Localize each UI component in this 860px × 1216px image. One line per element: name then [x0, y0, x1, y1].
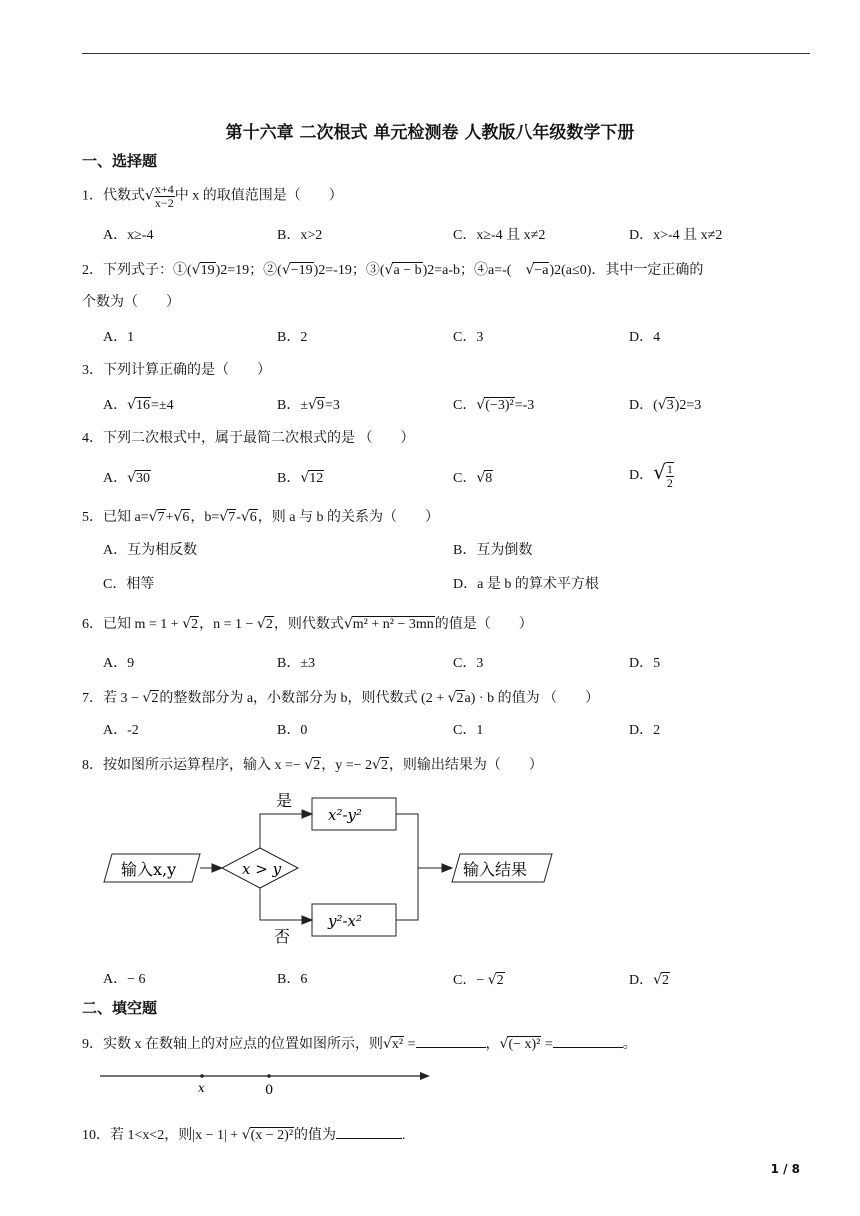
q1-option-c[interactable]: C．x≥-4 且 x≠2: [453, 228, 546, 243]
section-fill-heading: 二、填空题: [82, 999, 158, 1017]
q6-option-a[interactable]: A．9: [103, 656, 135, 671]
fraction: $\frac{x+4}{x-2}$: [154, 182, 174, 210]
q4-option-b[interactable]: B．√12: [277, 470, 324, 486]
question-2: 2．下列式子：①(√19)2=19；②(√−19)2=-19；③(√a − b)2=a-b；④a=-( √−a)2(a≤0)．其中一定正确的: [82, 262, 704, 278]
q1-option-a[interactable]: A．x≥-4: [103, 228, 154, 243]
q4-option-a[interactable]: A．√30: [103, 470, 151, 486]
q8-option-b[interactable]: B．6: [277, 972, 308, 987]
q2-option-a[interactable]: A．1: [103, 330, 135, 345]
question-8: 8．按如图所示运算程序，输入 x =− √2，y =− 2√2，则输出结果为（ ）: [82, 757, 543, 773]
q5-option-a[interactable]: A．互为相反数: [103, 543, 198, 558]
q3-option-d[interactable]: D．(√3)2=3: [629, 397, 702, 413]
point-x: [200, 1074, 204, 1078]
question-6: 6．已知 m = 1 + √2，n = 1 − √2，则代数式√m² + n² − 3mn的值是（ ）: [82, 616, 533, 632]
q7-option-b[interactable]: B．0: [277, 723, 308, 738]
page-number: 1 / 8: [770, 1162, 800, 1176]
question-10: 10．若 1<x<2，则|x − 1| + √(x − 2)²的值为 .: [82, 1124, 812, 1146]
q3-option-c[interactable]: C．√(−3)²=-3: [453, 397, 535, 413]
q7-option-c[interactable]: C．1: [453, 723, 484, 738]
q1-option-d[interactable]: D．x>-4 且 x≠2: [629, 228, 723, 243]
flow-condition-label: x > y: [242, 860, 282, 878]
q5-option-c[interactable]: C．相等: [103, 577, 155, 592]
q5-option-d[interactable]: D．a 是 b 的算术平方根: [453, 577, 599, 592]
axis-zero-label: 0: [265, 1083, 274, 1096]
q7-option-d[interactable]: D．2: [629, 723, 661, 738]
answer-blank-2[interactable]: [553, 1033, 623, 1048]
q3-option-b[interactable]: B．±√9=3: [277, 397, 340, 413]
q2-option-b[interactable]: B．2: [277, 330, 308, 345]
flow-yes-label: 是: [276, 791, 293, 810]
question-7: 7．若 3 − √2的整数部分为 a，小数部分为 b，则代数式 (2 + √2a) · b 的值为 （ ）: [82, 690, 600, 706]
q8-option-c[interactable]: C．− √2: [453, 972, 504, 988]
question-4: 4．下列二次根式中，属于最简二次根式的是 （ ）: [82, 431, 415, 446]
q4-option-d[interactable]: D．√ $\frac{1}{2}$: [629, 460, 673, 490]
q5-option-b[interactable]: B．互为倒数: [453, 543, 533, 558]
section-choice-heading: 一、选择题: [82, 152, 158, 170]
q1-option-b[interactable]: B．x>2: [277, 228, 323, 243]
q2-option-c[interactable]: C．3: [453, 330, 484, 345]
q6-option-c[interactable]: C．3: [453, 656, 484, 671]
number-line: [98, 1066, 438, 1096]
q2-option-d[interactable]: D．4: [629, 330, 661, 345]
q7-option-a[interactable]: A．-2: [103, 723, 139, 738]
flow-top-expr: x²-y²: [328, 806, 363, 824]
q6-option-b[interactable]: B．±3: [277, 656, 316, 671]
answer-blank-3[interactable]: [336, 1124, 402, 1139]
flow-bottom-expr: y²-x²: [328, 912, 363, 930]
q8-option-d[interactable]: D．√2: [629, 972, 670, 988]
question-3: 3．下列计算正确的是（ ）: [82, 363, 271, 378]
flow-input-label: 输入x,y: [121, 860, 177, 879]
question-2-line2: 个数为（ ）: [82, 295, 180, 310]
page-title: 第十六章 二次根式 单元检测卷 人教版八年级数学下册: [225, 123, 635, 143]
question-5: 5．已知 a=√7+√6，b=√7-√6，则 a 与 b 的关系为（ ）: [82, 509, 439, 525]
flow-output-label: 输入结果: [463, 860, 528, 879]
axis-x-label: x: [198, 1081, 205, 1095]
q4-option-c[interactable]: C．√8: [453, 470, 493, 486]
question-1: 1．代数式√ $\frac{x+4}{x-2}$ 中 x 的取值范围是（ ）: [82, 182, 343, 210]
q8-option-a[interactable]: A．− 6: [103, 972, 146, 987]
point-zero: [267, 1074, 271, 1078]
answer-blank-1[interactable]: [416, 1033, 486, 1048]
q6-option-d[interactable]: D．5: [629, 656, 661, 671]
question-9: 9．实数 x 在数轴上的对应点的位置如图所示，则√x² = ，√(− x)² = 。: [82, 1033, 812, 1055]
flow-no-label: 否: [274, 927, 291, 946]
q3-option-a[interactable]: A．√16=±4: [103, 397, 174, 413]
